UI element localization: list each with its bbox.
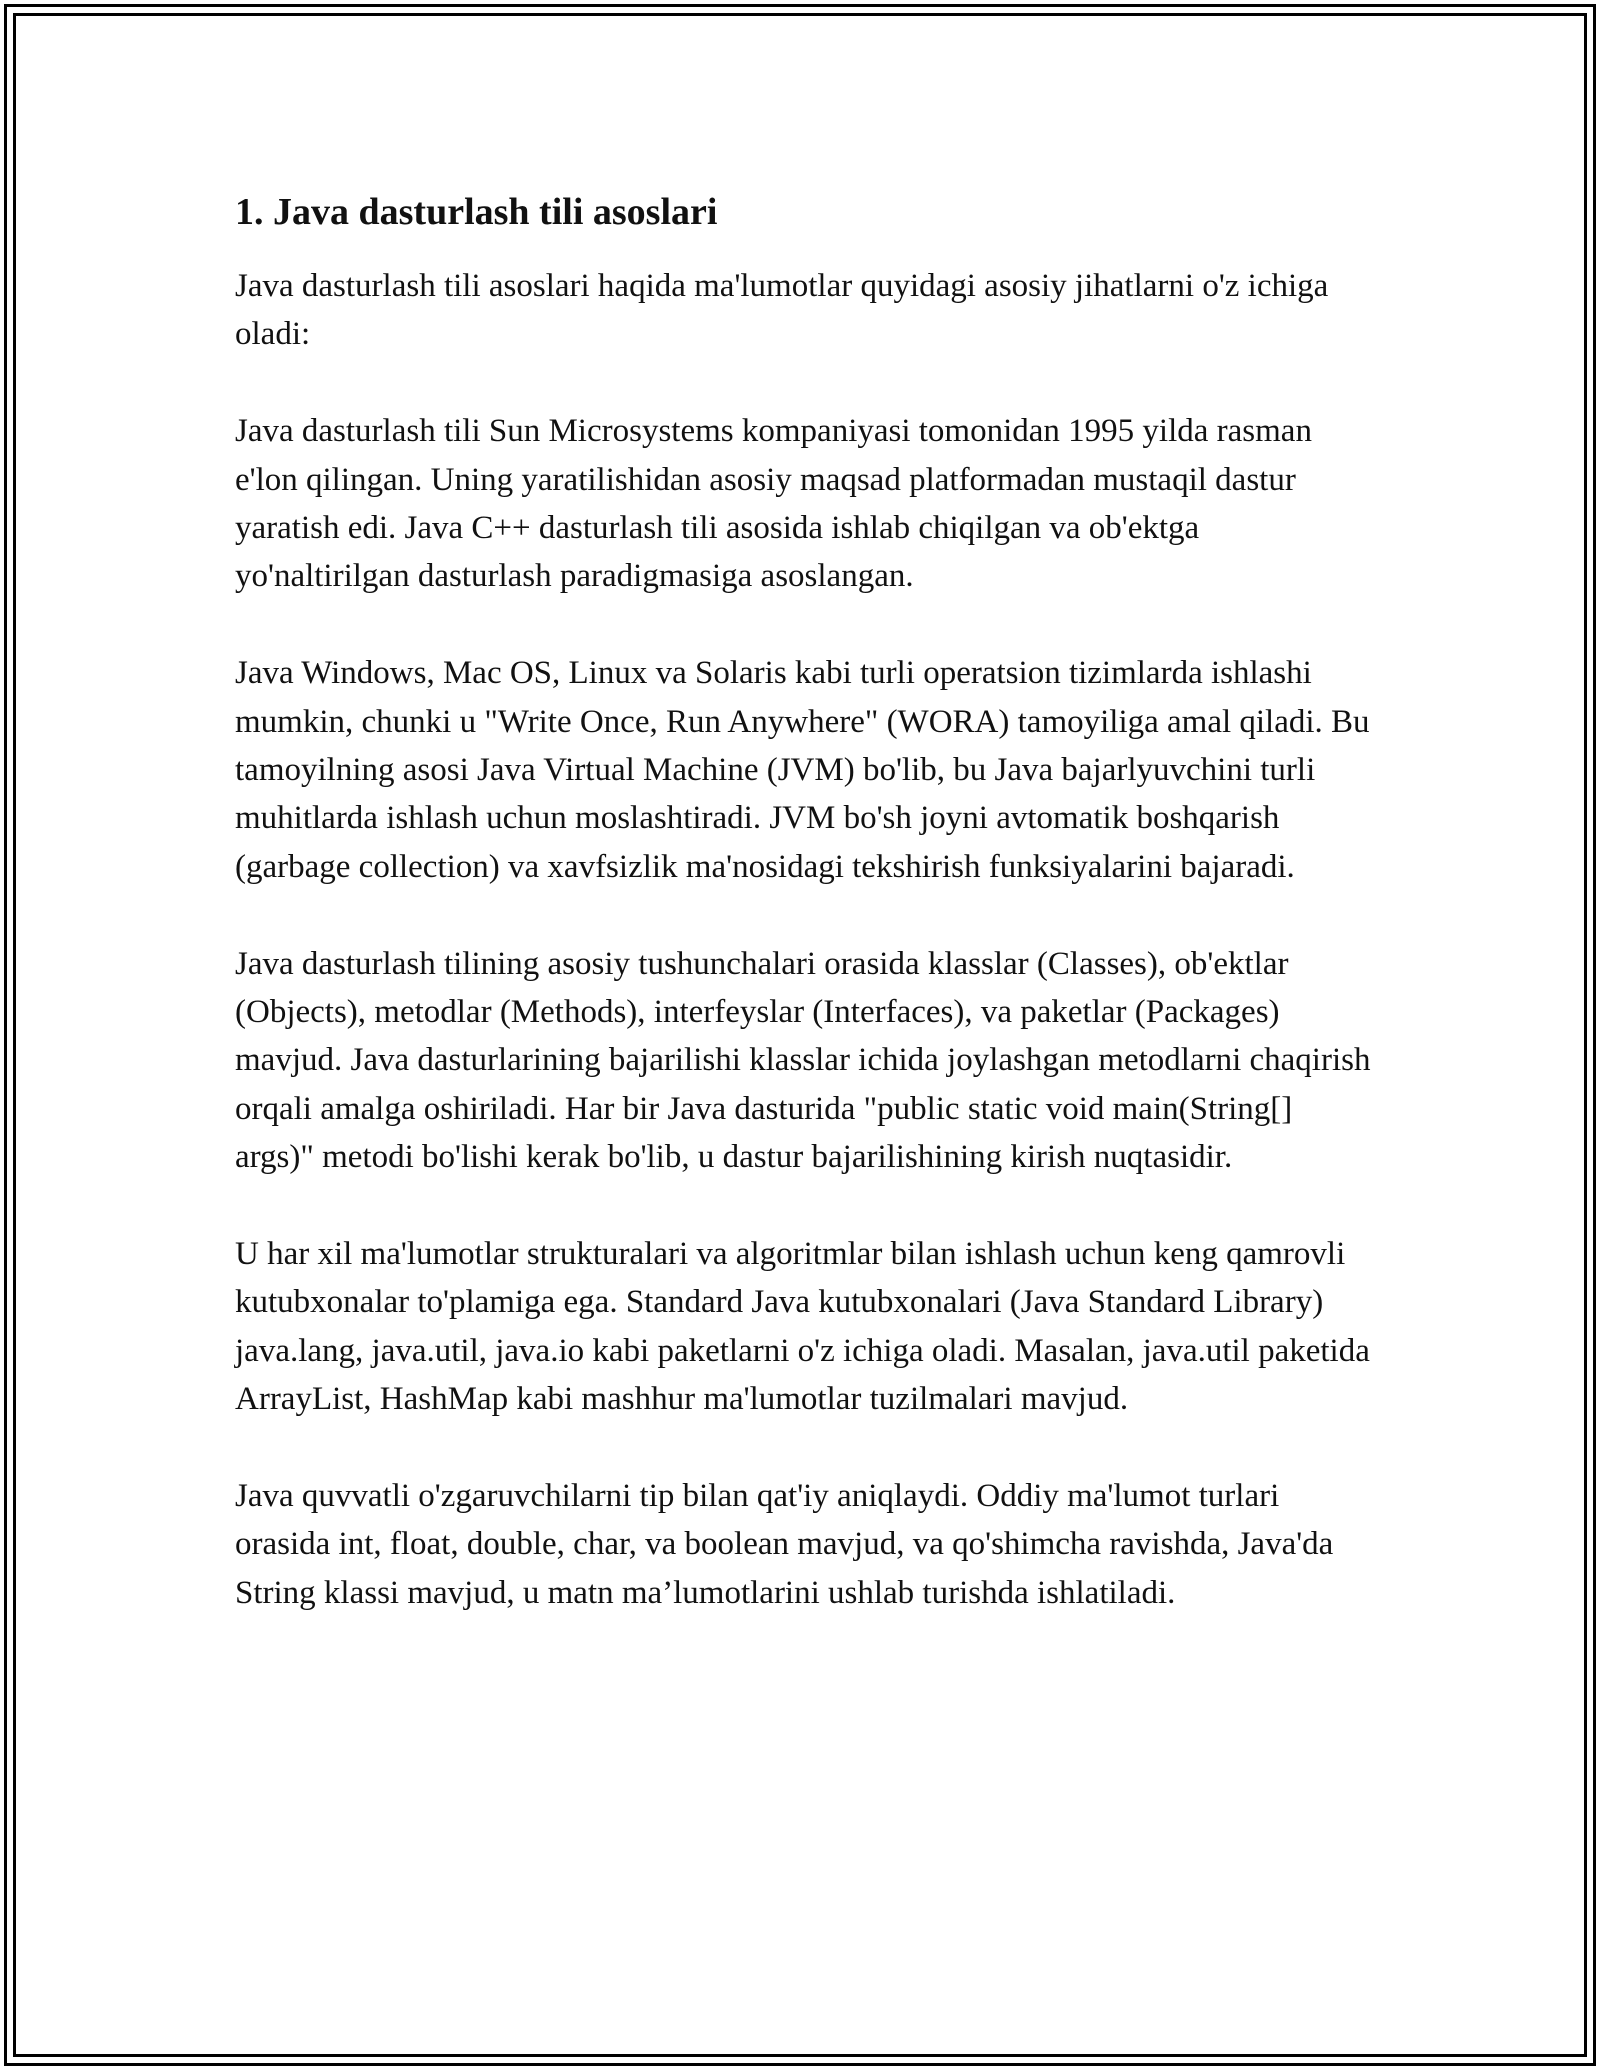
section-heading: 1. Java dasturlash tili asoslari bbox=[235, 191, 718, 233]
paragraph-history: Java dasturlash tili Sun Microsystems kompaniyasi tomonidan 1995 yilda rasman e'lon qilingan. Uning yaratilishidan asosiy maqsad platformadan mustaqil dastur yaratish edi. Java C++ dasturlash tili asosida ishlab chiqilgan va ob'ektga yo'naltirilgan dasturlash paradigmasiga asoslangan. bbox=[235, 413, 1312, 595]
paragraph-platform: Java Windows, Mac OS, Linux va Solaris kabi turli operatsion tizimlarda ishlashi mumkin, chunki u "Write Once, Run Anywhere" (WORA) tamoyiliga amal qiladi. Bu tamoyilning asosi Java Virtual Machine (JVM) bo'lib, bu Java bajarlyuvchini turli muhitlarda ishlash uchun moslashtiradi. JVM bo'sh joyni avtomatik boshqarish (garbage collection) va xavfsizlik ma'nosidagi tekshirish funksiyalarini bajaradi. bbox=[235, 655, 1370, 885]
paragraph-libraries: U har xil ma'lumotlar strukturalari va algoritmlar bilan ishlash uchun keng qamrovli kutubxonalar to'plamiga ega. Standard Java kutubxonalari (Java Standard Library) java.lang, java.util, java.io kabi paketlarni o'z ichiga oladi. Masalan, java.util paketida ArrayList, HashMap kabi mashhur ma'lumotlar tuzilmalari mavjud. bbox=[235, 1236, 1370, 1418]
paragraph-types: Java quvvatli o'zgaruvchilarni tip bilan qat'iy aniqlaydi. Oddiy ma'lumot turlari orasida int, float, double, char, va boolean mavjud, va qo'shimcha ravishda, Java'da String klassi mavjud, u matn ma’lumotlarini ushlab turishda ishlatiladi. bbox=[235, 1478, 1334, 1611]
paragraph-intro: Java dasturlash tili asoslari haqida ma'lumotlar quyidagi asosiy jihatlarni o'z ichiga oladi: bbox=[235, 268, 1329, 353]
document-body bbox=[235, 188, 1375, 1666]
paragraph-concepts: Java dasturlash tilining asosiy tushunchalari orasida klasslar (Classes), ob'ektlar (Objects), metodlar (Methods), interfeyslar (Interfaces), va paketlar (Packages) mavjud. Java dasturlarining bajarilishi klasslar ichida joylashgan metodlarni chaqirish orqali amalga oshiriladi. Har bir Java dasturida "public static void main(String[] args)" metodi bo'lishi kerak bo'lib, u dastur bajarilishining kirish nuqtasidir. bbox=[235, 945, 1371, 1176]
